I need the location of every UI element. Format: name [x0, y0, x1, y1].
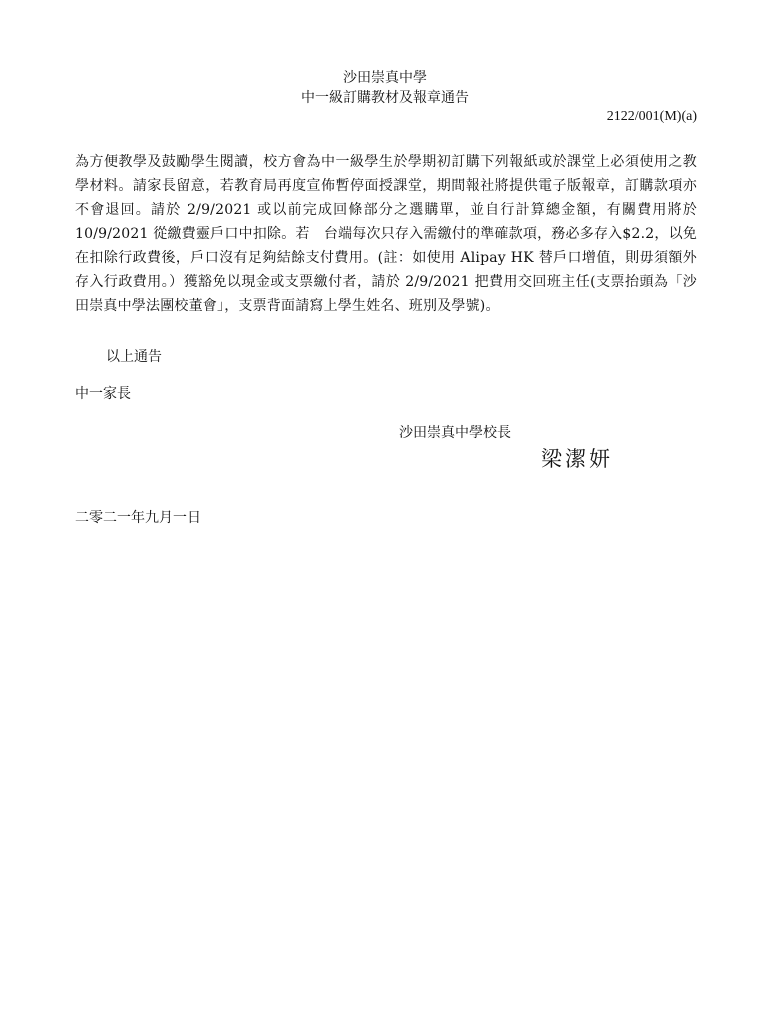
reference-number: 2122/001(M)(a): [606, 109, 697, 124]
school-name: 沙田崇真中學: [343, 70, 427, 86]
notice-phrase: 以上通告: [106, 349, 162, 365]
addressee: 中一家長: [75, 386, 131, 402]
signatory-title: 沙田崇真中學校長: [399, 425, 511, 441]
signatory-name: 梁潔妍: [541, 447, 613, 471]
notice-title: 中一級訂購教材及報章通告: [301, 90, 469, 106]
notice-body-paragraph: 為方便教學及鼓勵學生閱讀，校方會為中一級學生於學期初訂購下列報紙或於課堂上必須使用之教學材料。請家長留意，若教育局再度宣佈暫停面授課堂，期間報社將提供電子版報章，訂購款項亦不會退回。請於 2/9/2021 或以前完成回條部分之選購單，並自行計算總金額，有關費用將於 10/9/2021 從繳費靈戶口中扣除。若 台端每次只存入需繳付的準確款項，務必多存入$2.2，以免在扣除行政費後，戶口沒有足夠結餘支付費用。(註：如使用 Alipay HK 替戶口增值，則毋須額外存入行政費用。）獲豁免以現金或支票繳付者，請於 2/9/2021 把費用交回班主任(支票抬頭為「沙田崇真中學法團校董會」，支票背面請寫上學生姓名、班別及學號)。: [75, 154, 697, 314]
notice-date: 二零二一年九月一日: [75, 510, 201, 526]
